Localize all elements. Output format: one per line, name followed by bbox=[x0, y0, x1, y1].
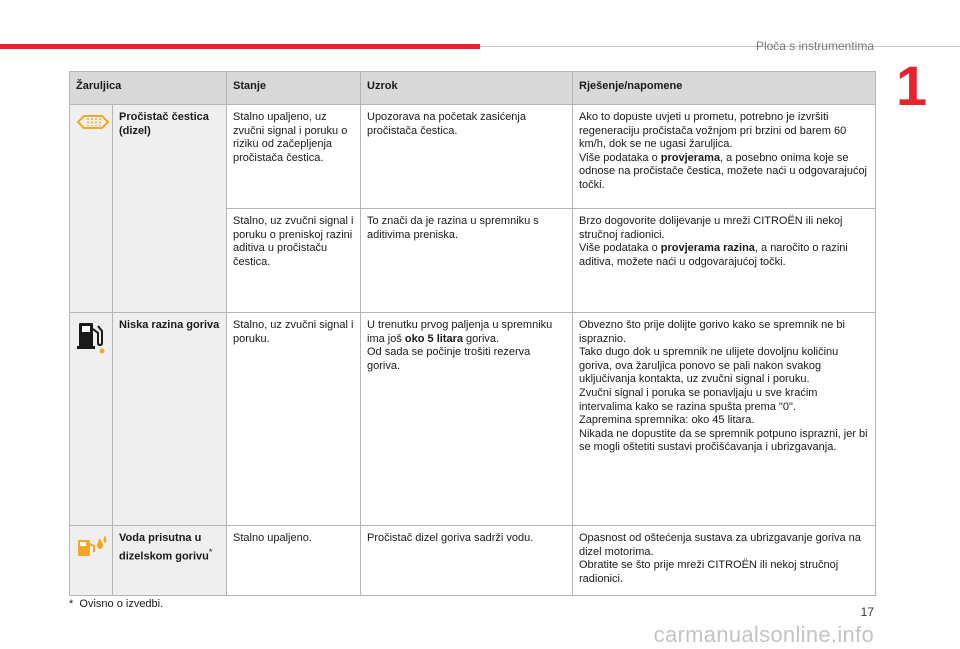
filter-solution-2-more-post: , a naročito o razini aditiva, možete naći u odgovarajućoj točki. bbox=[579, 242, 848, 268]
section-title: Ploča s instrumentima bbox=[755, 39, 874, 53]
table-row bbox=[70, 105, 876, 209]
fuel-cause bbox=[361, 313, 573, 526]
footnote bbox=[69, 598, 163, 610]
warning-lights-table bbox=[69, 71, 876, 596]
water-icon-cell bbox=[70, 526, 113, 596]
watermark: carmanualsonline.info bbox=[653, 622, 874, 647]
fuel-icon-cell bbox=[70, 313, 113, 526]
header-accent-bar bbox=[0, 44, 480, 49]
table-row bbox=[70, 526, 876, 596]
fuel-cause-bold: oko 5 litara bbox=[404, 332, 463, 345]
footnote-text: Ovisno o izvedbi. bbox=[79, 598, 164, 610]
page-number: 17 bbox=[860, 605, 874, 619]
fuel-pump-icon bbox=[76, 346, 106, 358]
filter-name: Pročistač čestica (dizel) bbox=[113, 105, 227, 313]
water-name bbox=[113, 526, 227, 596]
filter-solution-2 bbox=[573, 209, 876, 313]
filter-cause-1: Upozorava na početak zasićenja pročistača čestica. bbox=[361, 105, 573, 209]
table-header-row bbox=[70, 72, 876, 105]
chapter-number: 1 bbox=[896, 54, 928, 117]
water-state: Stalno upaljeno. bbox=[227, 526, 361, 596]
water-in-fuel-icon bbox=[76, 549, 110, 561]
water-name-asterisk: * bbox=[208, 546, 213, 557]
fuel-name: Niska razina goriva bbox=[113, 313, 227, 526]
filter-solution-1-more-bold: provjerama bbox=[660, 151, 721, 164]
column-header-cause: Uzrok bbox=[361, 72, 573, 105]
water-solution-2: Obratite se što prije mreži CITROËN ili nekoj stručnoj radionici. bbox=[579, 559, 839, 585]
water-cause: Pročistač dizel goriva sadrži vodu. bbox=[361, 526, 573, 596]
column-header-light: Žaruljica bbox=[70, 72, 227, 105]
fuel-solution-4: Zapremina spremnika: oko 45 litara. bbox=[579, 414, 755, 427]
water-solution bbox=[573, 526, 876, 596]
fuel-solution-3: Zvučni signal i poruka se ponavljaju u sve kraćim intervalima kako se razina spušta prema "0". bbox=[579, 386, 818, 413]
fuel-state: Stalno, uz zvučni signal i poruku. bbox=[227, 313, 361, 526]
footnote-mark: * bbox=[69, 598, 74, 610]
filter-icon-cell bbox=[70, 105, 113, 313]
column-header-solution: Rješenje/napomene bbox=[573, 72, 876, 105]
filter-cause-2: To znači da je razina u spremniku s aditivima preniska. bbox=[361, 209, 573, 313]
filter-state-1: Stalno upaljeno, uz zvučni signal i poruku o riziku od začepljenja pročistača čestica. bbox=[227, 105, 361, 209]
particle-filter-icon bbox=[76, 124, 110, 136]
column-header-state: Stanje bbox=[227, 72, 361, 105]
fuel-solution-1: Obvezno što prije dolijte gorivo kako se spremnik ne bi ispraznio. bbox=[579, 319, 845, 345]
filter-solution-2-text: Brzo dogovorite dolijevanje u mreži CITROËN ili nekoj stručnoj radionici. bbox=[579, 215, 843, 241]
water-solution-1: Opasnost od oštećenja sustava za ubrizgavanje goriva na dizel motorima. bbox=[579, 532, 861, 558]
filter-solution-1 bbox=[573, 105, 876, 209]
filter-solution-2-more-pre: Više podataka o bbox=[579, 242, 661, 255]
filter-solution-2-more-bold: provjerama razina bbox=[660, 242, 755, 255]
fuel-solution-2: Tako dugo dok u spremnik ne ulijete dovoljnu količinu goriva, ova žaruljica ponovo se pali nakon svakog uključivanja kontakta, uz zvučni signal i poruku. bbox=[579, 346, 839, 386]
header-rule bbox=[480, 46, 960, 47]
filter-solution-1-text: Ako to dopuste uvjeti u prometu, potrebno je izvršiti regeneraciju pročistača vožnjom pri brzini od barem 60 km/h, dok se ne ugasi žaruljica. bbox=[579, 111, 847, 151]
table-row bbox=[70, 313, 876, 526]
fuel-solution bbox=[573, 313, 876, 526]
fuel-solution-5: Nikada ne dopustite da se spremnik potpuno isprazni, jer bi se mogli oštetiti sustavi pročišćavanja i ubrizgavanja. bbox=[579, 427, 868, 454]
water-name-text: Voda prisutna u dizelskom gorivu bbox=[119, 532, 209, 563]
fuel-cause-reserve: Od sada se počinje trošiti rezerva goriva. bbox=[367, 346, 531, 372]
filter-state-2: Stalno, uz zvučni signal i poruku o preniskoj razini aditiva u pročistaču čestica. bbox=[227, 209, 361, 313]
filter-solution-1-more-pre: Više podataka o bbox=[579, 151, 661, 164]
fuel-cause-pre: U trenutku prvog paljenja u spremniku ima još bbox=[367, 319, 553, 345]
filter-solution-1-more-post: , a posebno onima koje se odnose na pročistače čestica, možete naći u odgovarajućoj točki. bbox=[579, 151, 868, 191]
fuel-cause-post: goriva. bbox=[462, 332, 500, 345]
